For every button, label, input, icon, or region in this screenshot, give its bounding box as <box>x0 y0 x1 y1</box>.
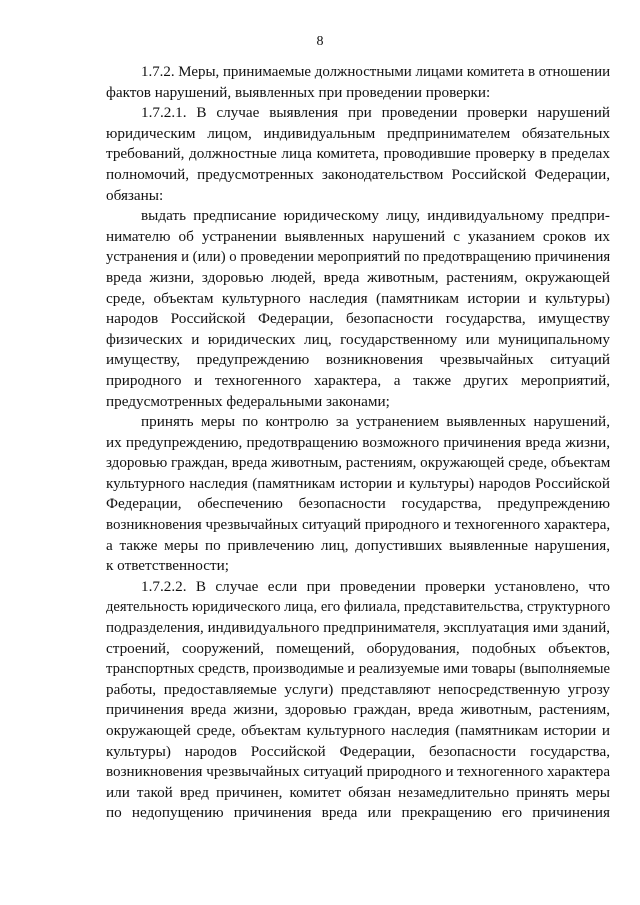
text-line: по недопущению причинения вреда или прекращению его причинения <box>106 804 610 822</box>
text-line: их предупреждению, предотвращению возможного причинения вреда жизни, <box>106 433 610 451</box>
text-line: обязаны: <box>106 186 164 204</box>
text-line: а также меры по привлечению лиц, допустивших выявленные нарушения, <box>106 536 610 554</box>
text-line: строений, сооружений, помещений, оборудования, подобных объектов, <box>106 639 610 657</box>
paragraph-1-7-2-1 <box>106 103 610 206</box>
text-line: требований, должностные лица комитета, проводившие проверку в пределах <box>106 145 610 163</box>
text-line: имуществу, предупреждению возникновения чрезвычайных ситуаций <box>106 351 610 369</box>
page-number: 8 <box>316 34 324 49</box>
text-line: культурного наследия (памятникам истории и культуры) народов Российской <box>106 474 610 492</box>
text-line: предусмотренных федеральными законами; <box>106 392 390 410</box>
text-line: вреда жизни, здоровью людей, вреда животным, растениям, окружающей <box>106 268 610 286</box>
text-line: устранения и (или) о проведении мероприятий по предотвращению причинения <box>106 249 611 266</box>
paragraph-1-7-2 <box>106 62 610 103</box>
text-line: 1.7.2.2. В случае если при проведении проверки установлено, что <box>141 577 610 595</box>
text-line: 1.7.2. Меры, принимаемые должностными лицами комитета в отношении <box>141 64 611 80</box>
text-line: окружающей среде, объектам культурного наследия (памятникам истории и <box>106 722 610 739</box>
text-line: возникновения чрезвычайных ситуаций природного и техногенного характера <box>106 764 611 781</box>
text-line: 1.7.2.1. В случае выявления при проведении проверки нарушений <box>141 104 610 122</box>
text-line: или такой вред причинен, комитет обязан незамедлительно принять меры <box>106 783 610 801</box>
text-line: физических и юридических лиц, государственному или муниципальному <box>106 330 610 348</box>
text-line: причинения вреда жизни, здоровью граждан, вреда животным, растениям, <box>106 701 610 719</box>
text-line: работы, предоставляемые услуги) представляют непосредственную угрозу <box>106 680 610 698</box>
text-line: природного и техногенного характера, а также других мероприятий, <box>106 371 610 389</box>
paragraph-1-7-2-2 <box>106 577 610 824</box>
text-line: деятельность юридического лица, его филиала, представительства, структурного <box>106 599 611 616</box>
text-line: здоровью граждан, вреда животным, растениям, окружающей среде, объектам <box>106 455 611 472</box>
text-line: среде, объектам культурного наследия (памятникам истории и культуры) <box>106 289 610 307</box>
text-line: транспортных средств, производимые и реализуемые ими товары (выполняемые <box>106 661 610 678</box>
text-line: принять меры по контролю за устранением выявленных нарушений, <box>141 413 610 431</box>
text-line: подразделения, индивидуального предпринимателя, эксплуатация ими зданий, <box>106 620 610 637</box>
text-line: возникновения чрезвычайных ситуаций природного и техногенного характера, <box>106 517 611 534</box>
text-line: к ответственности; <box>106 557 230 575</box>
text-line: юридическим лицом, индивидуальным предпринимателем обязательных <box>106 124 610 142</box>
paragraph-take-measures <box>106 412 610 577</box>
paragraph-issue-order <box>106 206 610 412</box>
text-line: народов Российской Федерации, безопасности государства, имуществу <box>106 310 610 328</box>
text-line: нимателю об устранении выявленных нарушений с указанием сроков их <box>106 227 610 245</box>
text-line: полномочий, предусмотренных законодательством Российской Федерации, <box>106 165 610 183</box>
text-line: выдать предписание юридическому лицу, индивидуальному предпри- <box>141 207 610 225</box>
text-line: культуры) народов Российской Федерации, безопасности государства, <box>106 742 610 760</box>
text-line: Федерации, обеспечению безопасности государства, предупреждению <box>106 495 610 513</box>
text-line: фактов нарушений, выявленных при проведении проверки: <box>106 83 491 101</box>
document-body <box>106 62 610 824</box>
